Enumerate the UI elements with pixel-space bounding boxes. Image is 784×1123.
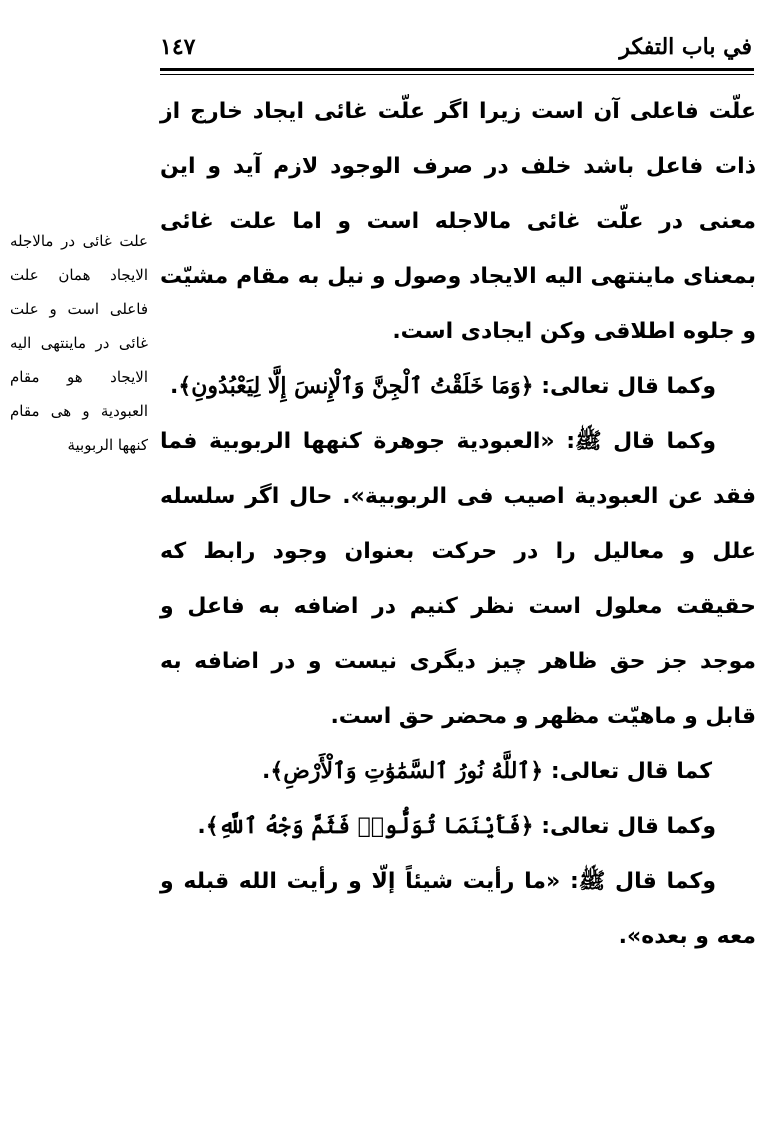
- paragraph-5: [160, 799, 756, 854]
- hadith-quote: «ما رأيت شيئاً إلّا و رأيت الله قبله و معه و بعده»: [160, 869, 756, 949]
- quote-intro: وكما قال ﷺ:: [560, 869, 716, 894]
- header-rule-thin: [160, 74, 754, 75]
- quran-verse: ﴿فَأَيْنَمَا تُوَلُّوا۟ فَثَمَّ وَجْهُ ٱللَّهِ﴾: [205, 813, 534, 839]
- page-header: [160, 28, 752, 68]
- paragraph-1: علّت فاعلى آن است زيرا اگر علّت غائى ايجاد خارج از ذات فاعل باشد خلف در صرف الوجود لازم آيد و اين معنى در علّت غائى مالاجله است و اما علت غائى بمعناى ماينتهى اليه الايجاد وصول و نيل به مقام مشيّت و جلوه اطلاقى وكن ايجادى است.: [160, 99, 756, 344]
- paragraph-2: [160, 359, 756, 414]
- paragraph-6: [160, 854, 756, 964]
- paragraph-4: [160, 744, 756, 799]
- main-text: [160, 84, 756, 964]
- margin-note: علت غائى در مالاجله الايجاد همان علت فاعلى است و علت غائى در ماينتهى اليه الايجاد هو مقام العبودية و هى مقام كنهها الربوبية: [10, 232, 148, 454]
- quote-intro: كما قال تعالى:: [543, 759, 712, 784]
- hadith-quote: «العبودية جوهرة كنهها الربوبية فما فقد عن العبودية اصيب فى الربوبية»: [160, 429, 756, 509]
- page-number: ١٤٧: [160, 34, 196, 60]
- quote-intro: وكما قال تعالى:: [533, 814, 716, 839]
- quote-intro: وكما قال ﷺ:: [554, 429, 716, 454]
- punctuation: .: [170, 374, 179, 399]
- paragraph-text: . حال اگر سلسله علل و معاليل را در حركت بعنوان وجود رابط كه حقيقت معلول است نظر كنيم در اضافه به فاعل و موجد جز حق ظاهر چيز ديگرى نيست و در اضافه به قابل و ماهيّت مظهر و محضر حق است.: [160, 484, 756, 729]
- quran-verse: ﴿وَمَا خَلَقْتُ ٱلْجِنَّ وَٱلْإِنسَ إِلَّا لِيَعْبُدُونِ﴾: [178, 373, 534, 399]
- punctuation: .: [618, 924, 628, 949]
- running-title: في باب التفكر: [619, 34, 752, 60]
- punctuation: .: [262, 759, 271, 784]
- quote-intro: وكما قال تعالى:: [533, 374, 716, 399]
- punctuation: .: [197, 814, 206, 839]
- quran-verse: ﴿ٱللَّهُ نُورُ ٱلسَّمَٰوَٰتِ وَٱلْأَرْضِ﴾: [270, 758, 544, 784]
- paragraph-3: [160, 414, 756, 744]
- header-rule-thick: [160, 68, 754, 71]
